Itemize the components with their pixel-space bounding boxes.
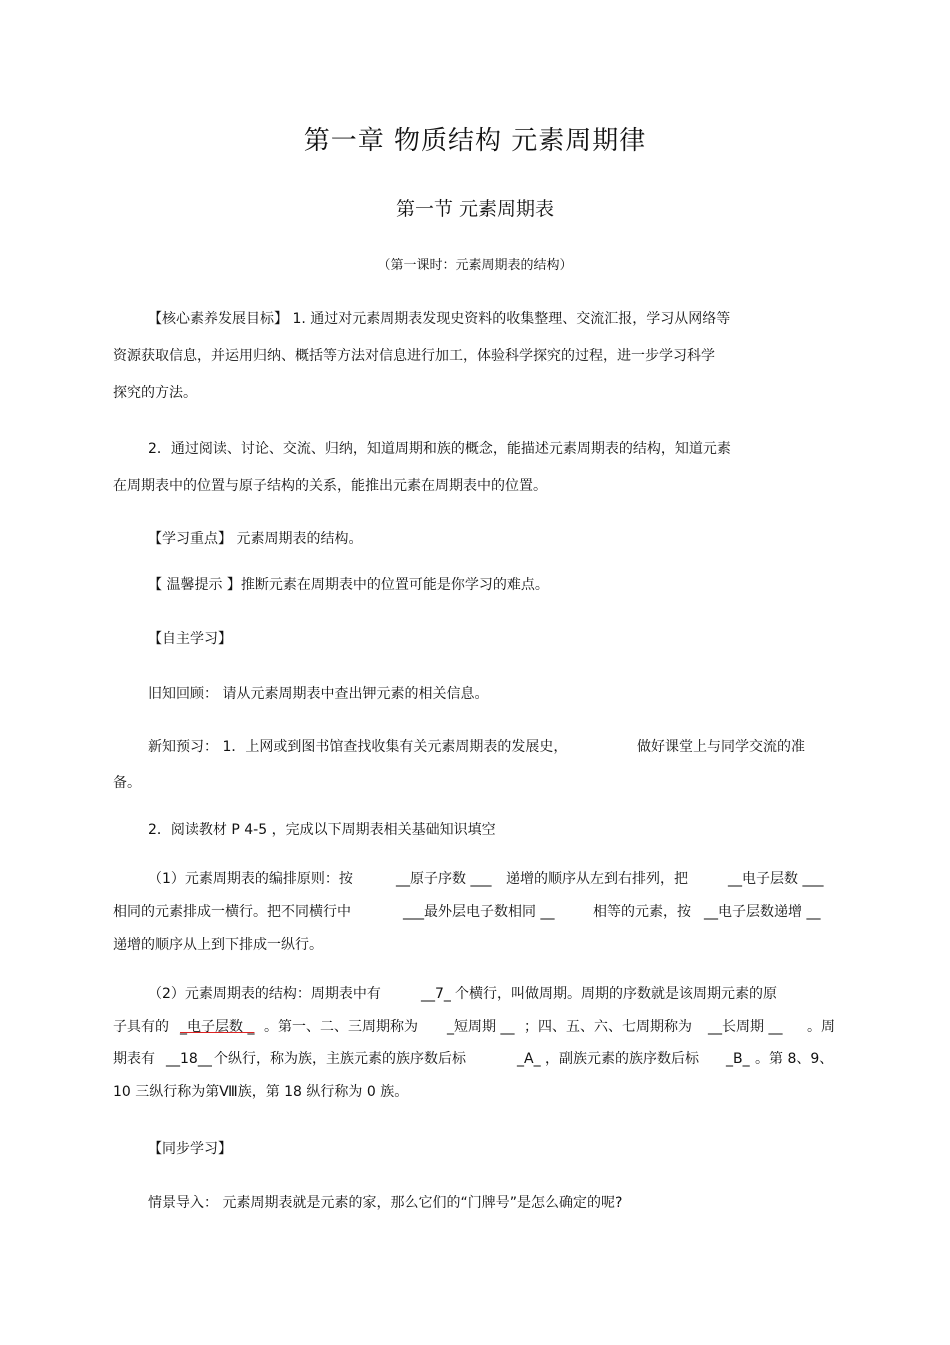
structure-answer-7: _B_ [726, 1051, 750, 1067]
reading-task: 2．阅读教材 P 4-5 ，完成以下周期表相关基础知识填空 [148, 822, 496, 838]
structure-text-k: 10 三纵行称为第Ⅷ族，第 18 纵行称为 0 族。 [113, 1084, 409, 1100]
goals-line-4: 2．通过阅读、讨论、交流、归纳，知道周期和族的概念，能描述元素周期表的结构，知道元素 [148, 441, 731, 457]
preview-line-a: 新知预习： 1．上网或到图书馆查找收集有关元素周期表的发展史， [148, 739, 568, 755]
self-study-heading: 【自主学习】 [148, 631, 232, 647]
rule-text-c: 相同的元素排成一横行。把不同横行中 [113, 904, 351, 920]
preview-line-c: 备。 [113, 775, 141, 791]
structure-text-c: 子具有的 [113, 1019, 169, 1035]
structure-text-j: 。第 8、9、 [755, 1051, 834, 1067]
rule-answer-4: __电子层数递增 __ [704, 904, 821, 920]
structure-answer-2: _电子层数 _ [180, 1019, 255, 1035]
goals-line-2: 资源获取信息，并运用归纳、概括等方法对信息进行加工，体验科学探究的过程，进一步学习科学 [113, 348, 715, 364]
structure-text-e: ；四、五、六、七周期称为 [524, 1019, 692, 1035]
rule-text-a: （1）元素周期表的编排原则：按 [148, 871, 353, 887]
structure-text-d: 。第一、二、三周期称为 [264, 1019, 418, 1035]
structure-text-b: 个横行，叫做周期。周期的序数就是该周期元素的原 [455, 986, 777, 1002]
structure-answer-1: __7_ [421, 986, 451, 1002]
structure-answer-6: _A_ [517, 1051, 541, 1067]
rule-answer-2: __电子层数 ___ [728, 871, 824, 887]
goals-line-5: 在周期表中的位置与原子结构的关系，能推出元素在周期表中的位置。 [113, 478, 547, 494]
section-title: 第一节 元素周期表 [395, 198, 555, 220]
structure-answer-4: __长周期 __ [708, 1019, 783, 1035]
structure-answer-5: __18__ [166, 1051, 212, 1067]
scene-intro: 情景导入： 元素周期表就是元素的家，那么它们的“门牌号”是怎么确定的呢? [148, 1195, 623, 1211]
goals-line-1: 【核心素养发展目标】 1. 通过对元素周期表发现史资料的收集整理、交流汇报，学习从网络等 [148, 311, 731, 327]
rule-text-b: 递增的顺序从左到右排列，把 [506, 871, 688, 887]
structure-text-f: 。周 [807, 1019, 835, 1035]
goals-line-3: 探究的方法。 [113, 385, 197, 401]
structure-answer-3: _短周期 __ [447, 1019, 515, 1035]
structure-text-g: 期表有 [113, 1051, 155, 1067]
rule-text-e: 递增的顺序从上到下排成一纵行。 [113, 937, 323, 953]
lesson-subtitle: （第一课时：元素周期表的结构） [377, 258, 573, 273]
sync-study-heading: 【同步学习】 [148, 1141, 232, 1157]
rule-answer-1: __原子序数 ___ [396, 871, 492, 887]
structure-text-h: 个纵行，称为族，主族元素的族序数后标 [214, 1051, 466, 1067]
structure-text-a: （2）元素周期表的结构：周期表中有 [148, 986, 381, 1002]
preview-line-b: 做好课堂上与同学交流的准 [637, 739, 805, 755]
structure-text-i: ，副族元素的族序数后标 [545, 1051, 699, 1067]
study-focus: 【学习重点】 元素周期表的结构。 [148, 531, 363, 547]
rule-text-d: 相等的元素，按 [593, 904, 691, 920]
rule-answer-3: ___最外层电子数相同 __ [403, 904, 555, 920]
review-line: 旧知回顾： 请从元素周期表中查出钾元素的相关信息。 [148, 686, 489, 702]
warm-tip: 【 温馨提示 】推断元素在周期表中的位置可能是你学习的难点。 [148, 577, 549, 593]
chapter-title: 第一章 物质结构 元素周期律 [303, 126, 647, 156]
